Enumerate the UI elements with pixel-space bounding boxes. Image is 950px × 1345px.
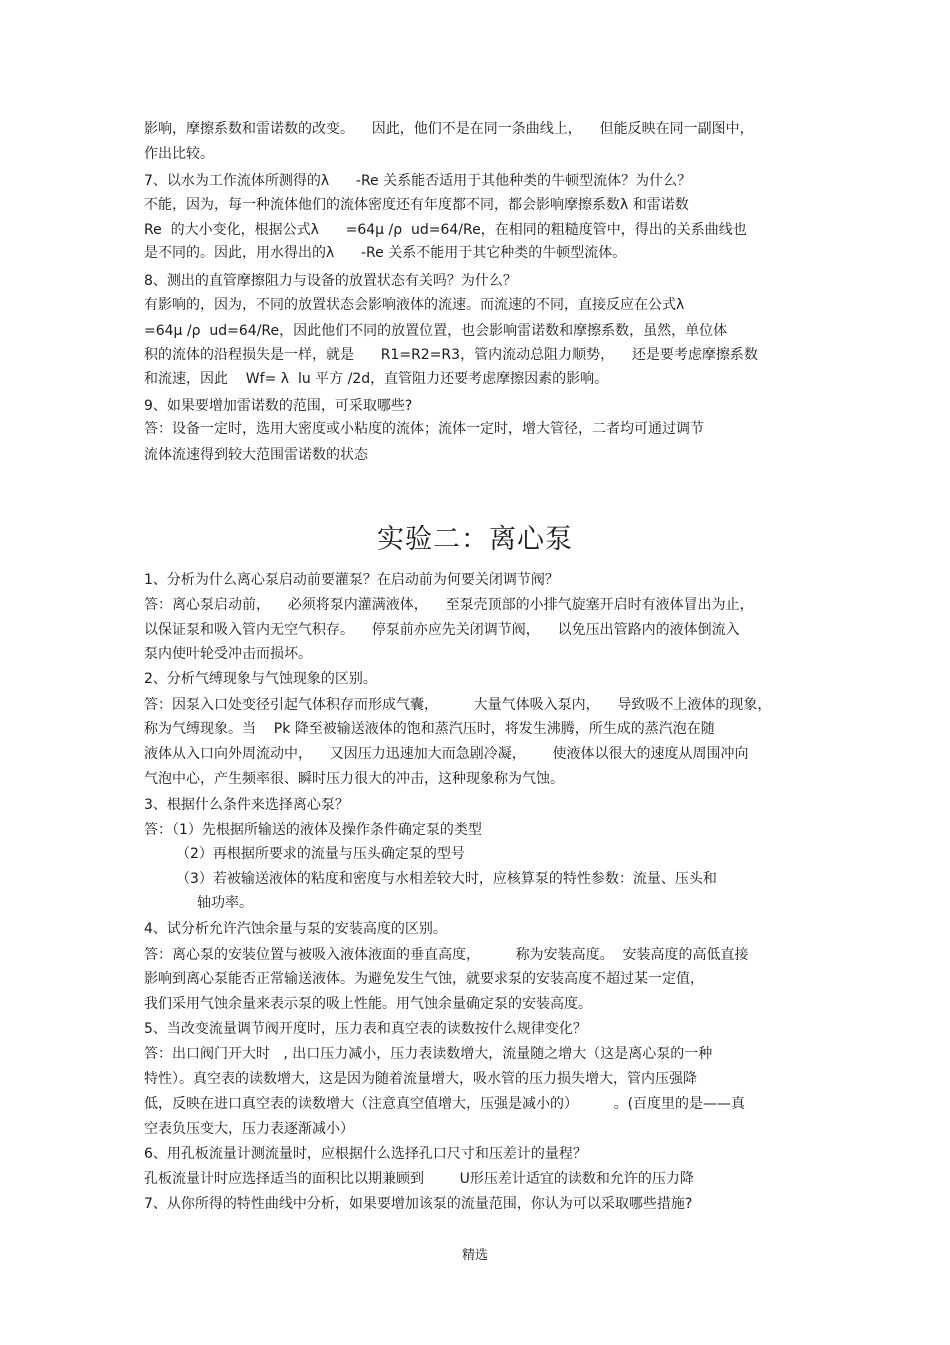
text-line: 我们采用气蚀余量来表示泵的吸上性能。用气蚀余量确定泵的安装高度。 — [144, 996, 592, 1012]
text-line: 影响到离心泵能否正常输送液体。为避免发生气蚀，就要求泵的安装高度不超过某一定值， — [144, 971, 704, 987]
page-footer: 精选 — [461, 1248, 488, 1263]
text-line: 流体流速得到较大范围雷诺数的状态 — [144, 447, 368, 463]
answer-3-item-3: （3）若被输送液体的粘度和密度与水相差较大时，应核算泵的特性参数：流量、压头和 — [176, 871, 717, 887]
text-line: 有影响的，因为，不同的放置状态会影响液体的流速。而流速的不同，直接反应在公式λ — [144, 297, 685, 313]
answer-3-item-3-cont: 轴功率。 — [197, 895, 253, 911]
text-line: 影响，摩擦系数和雷诺数的改变。 因此，他们不是在同一条曲线上， 但能反映在同一副图中， — [144, 121, 754, 137]
text-line: 称为气缚现象。当 Pk 降至被输送液体的饱和蒸汽压时，将发生沸腾，所生成的蒸汽泡在随 — [144, 721, 715, 737]
answer-3-item-2: （2）再根据所要求的流量与压头确定泵的型号 — [176, 846, 465, 862]
question-9: 9、如果要增加雷诺数的范围，可采取哪些? — [144, 398, 413, 414]
question-7: 7、从你所得的特性曲线中分析，如果要增加该泵的流量范围，你认为可以采取哪些措施? — [144, 1196, 693, 1212]
text-line: Re 的大小变化，根据公式λ =64μ /ρ ud=64/Re，在相同的粗糙度管中，得出的关系曲线也 — [144, 222, 747, 238]
text-line: 液体从入口向外周流动中， 又因压力迅速加大而急剧冷凝， 使液体以很大的速度从周围冲向 — [144, 746, 749, 762]
text-line: 答：出口阀门开大时 , 出口压力减小，压力表读数增大，流量随之增大（这是离心泵的一种 — [144, 1046, 713, 1062]
section-title: 实验二：离心泵 — [377, 524, 573, 555]
question-2: 2、分析气缚现象与气蚀现象的区别。 — [144, 671, 377, 687]
text-line: 积的流体的沿程损失是一样，就是 R1=R2=R3，管内流动总阻力顺势， 还是要考虑摩擦系数 — [144, 347, 758, 363]
question-1: 1、分析为什么离心泵启动前要灌泵？在启动前为何要关闭调节阀？ — [144, 572, 559, 588]
text-line: 以保证泵和吸入管内无空气积存。 停泵前亦应先关闭调节阀， 以免压出管路内的液体倒流入 — [144, 622, 740, 638]
question-7: 7、以水为工作流体所测得的λ -Re 关系能否适用于其他种类的牛顿型流体？为什么？ — [144, 173, 692, 189]
text-line: 答：设备一定时，选用大密度或小粘度的流体；流体一定时，增大管径，二者均可通过调节 — [144, 421, 704, 437]
text-line: 空表负压变大，压力表逐渐减小） — [144, 1121, 354, 1137]
question-8: 8、测出的直管摩擦阻力与设备的放置状态有关吗？为什么？ — [144, 273, 517, 289]
text-line: 低，反映在进口真空表的读数增大（注意真空值增大，压强是减小的） 。(百度里的是——真 — [144, 1096, 746, 1112]
text-line: 不能，因为，每一种流体他们的流体密度还有年度都不同，都会影响摩擦系数λ 和雷诺数 — [144, 197, 689, 213]
question-6: 6、用孔板流量计测流量时，应根据什么选择孔口尺寸和压差计的量程？ — [144, 1146, 587, 1162]
text-line: =64μ /ρ ud=64/Re，因此他们不同的放置位置，也会影响雷诺数和摩擦系数，虽然，单位体 — [144, 323, 728, 339]
text-line: 答：因泵入口处变径引起气体积存而形成气囊， 大量气体吸入泵内， 导致吸不上液体的现象， — [144, 697, 772, 713]
question-5: 5、当改变流量调节阀开度时，压力表和真空表的读数按什么规律变化？ — [144, 1021, 587, 1037]
text-line: 和流速，因此 Wf= λ lu 平方 /2d，直管阻力还要考虑摩擦因素的影响。 — [144, 371, 609, 387]
text-line: 特性）。真空表的读数增大，这是因为随着流量增大，吸水管的压力损失增大，管内压强降 — [144, 1071, 697, 1087]
text-line: 气泡中心，产生频率很、瞬时压力很大的冲击，这种现象称为气蚀。 — [144, 771, 564, 787]
answer-3-item-1: 答：（1）先根据所输送的液体及操作条件确定泵的类型 — [144, 822, 482, 838]
text-line: 答：离心泵的安装位置与被吸入液体液面的垂直高度， 称为安装高度。 安装高度的高低直接 — [144, 947, 749, 963]
question-3: 3、根据什么条件来选择离心泵？ — [144, 797, 349, 813]
text-line: 答：离心泵启动前， 必须将泵内灌满液体， 至泵壳顶部的小排气旋塞开启时有液体冒出为止， — [144, 597, 754, 613]
text-line: 是不同的。因此，用水得出的λ -Re 关系不能用于其它种类的牛顿型流体。 — [144, 245, 627, 261]
text-line: 作出比较。 — [144, 146, 214, 162]
question-4: 4、试分析允许汽蚀余量与泵的安装高度的区别。 — [144, 921, 447, 937]
text-line: 泵内使叶轮受冲击而损坏。 — [144, 646, 312, 662]
text-line: 孔板流量计时应选择适当的面积比以期兼顾到 U形压差计适宜的读数和允许的压力降 — [144, 1171, 694, 1187]
